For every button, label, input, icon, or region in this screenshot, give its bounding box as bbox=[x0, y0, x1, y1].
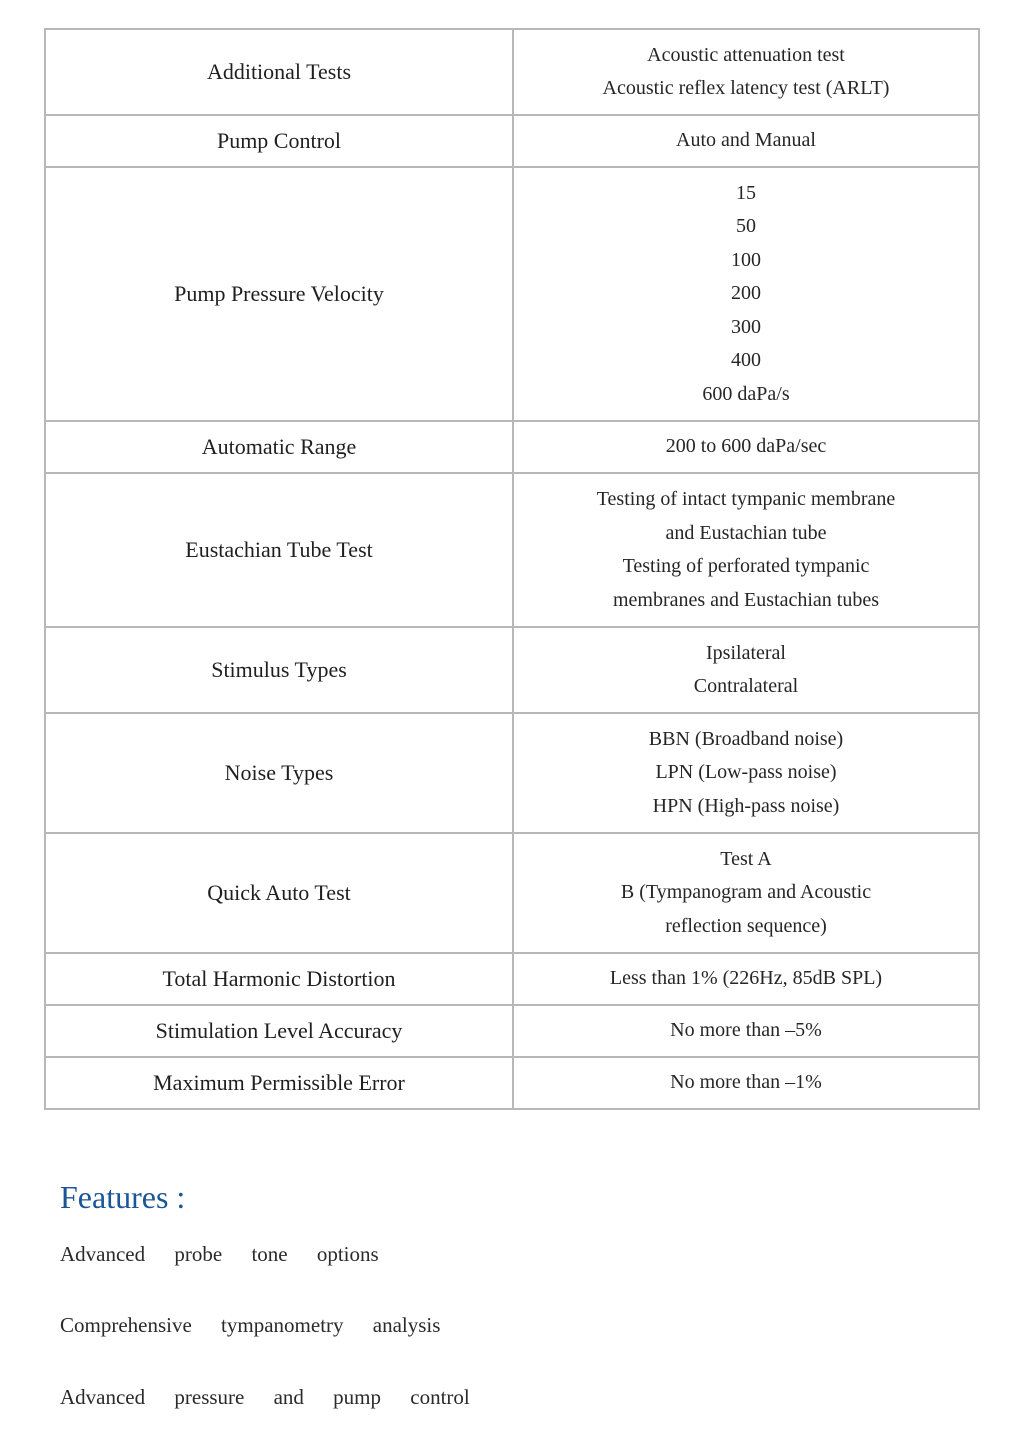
value-line: Acoustic attenuation test bbox=[647, 43, 845, 66]
value-line: B (Tympanogram and Acoustic bbox=[620, 881, 872, 904]
row-value bbox=[513, 1057, 979, 1109]
row-value bbox=[513, 953, 979, 1005]
row-value bbox=[513, 29, 979, 115]
row-value bbox=[513, 421, 979, 473]
feature-item: Advanced probe tone options bbox=[60, 1242, 379, 1266]
table-row bbox=[45, 115, 979, 167]
value-line: 100 bbox=[731, 248, 761, 271]
row-value bbox=[513, 833, 979, 953]
row-value bbox=[513, 473, 979, 627]
feature-item: Advanced pressure and pump control bbox=[60, 1385, 470, 1409]
row-label: Maximum Permissible Error bbox=[45, 1057, 513, 1109]
value-line: 50 bbox=[736, 215, 756, 238]
table-row bbox=[45, 627, 979, 713]
table-row bbox=[45, 713, 979, 833]
value-line: 600 daPa/s bbox=[702, 382, 790, 405]
row-label: Pump Control bbox=[45, 115, 513, 167]
value-line: 15 bbox=[736, 181, 756, 204]
value-line: membranes and Eustachian tubes bbox=[612, 588, 880, 611]
value-line: Acoustic reflex latency test (ARLT) bbox=[602, 77, 890, 99]
value-line: BBN (Broadband noise) bbox=[648, 727, 844, 750]
value-line: 200 bbox=[731, 282, 761, 305]
value-line: 300 bbox=[731, 315, 761, 338]
value-line: Testing of intact tympanic membrane bbox=[596, 488, 896, 510]
value-line: LPN (Low-pass noise) bbox=[655, 761, 837, 784]
table-row bbox=[45, 833, 979, 953]
row-label: Additional Tests bbox=[45, 29, 513, 115]
value-line: Test A bbox=[720, 847, 772, 870]
value-line: No more than –5% bbox=[670, 1019, 822, 1042]
row-value bbox=[513, 115, 979, 167]
value-line: reflection sequence) bbox=[665, 914, 827, 937]
row-value bbox=[513, 1005, 979, 1057]
value-line: and Eustachian tube bbox=[665, 521, 827, 544]
row-value bbox=[513, 627, 979, 713]
value-line: HPN (High-pass noise) bbox=[652, 794, 840, 817]
specifications-table bbox=[44, 28, 980, 1110]
features-heading: Features : bbox=[60, 1179, 186, 1215]
value-line: 200 to 600 daPa/sec bbox=[665, 435, 827, 458]
row-label: Quick Auto Test bbox=[45, 833, 513, 953]
value-line: Less than 1% (226Hz, 85dB SPL) bbox=[609, 967, 883, 990]
row-label: Pump Pressure Velocity bbox=[45, 167, 513, 421]
row-value bbox=[513, 713, 979, 833]
row-value bbox=[513, 167, 979, 421]
value-line: No more than –1% bbox=[670, 1071, 822, 1094]
table-row bbox=[45, 167, 979, 421]
value-line: Testing of perforated tympanic bbox=[622, 555, 870, 577]
value-line: 400 bbox=[731, 349, 761, 372]
feature-item: Comprehensive tympanometry analysis bbox=[60, 1313, 441, 1337]
table-row bbox=[45, 953, 979, 1005]
table-row bbox=[45, 29, 979, 115]
value-line: Ipsilateral bbox=[706, 641, 786, 664]
row-label: Noise Types bbox=[45, 713, 513, 833]
value-line: Contralateral bbox=[693, 675, 799, 697]
row-label: Stimulus Types bbox=[45, 627, 513, 713]
table-row bbox=[45, 1057, 979, 1109]
table-row bbox=[45, 473, 979, 627]
table-row bbox=[45, 421, 979, 473]
row-label: Automatic Range bbox=[45, 421, 513, 473]
value-line: Auto and Manual bbox=[676, 129, 816, 152]
table-row bbox=[45, 1005, 979, 1057]
row-label: Total Harmonic Distortion bbox=[45, 953, 513, 1005]
row-label: Stimulation Level Accuracy bbox=[45, 1005, 513, 1057]
row-label: Eustachian Tube Test bbox=[45, 473, 513, 627]
